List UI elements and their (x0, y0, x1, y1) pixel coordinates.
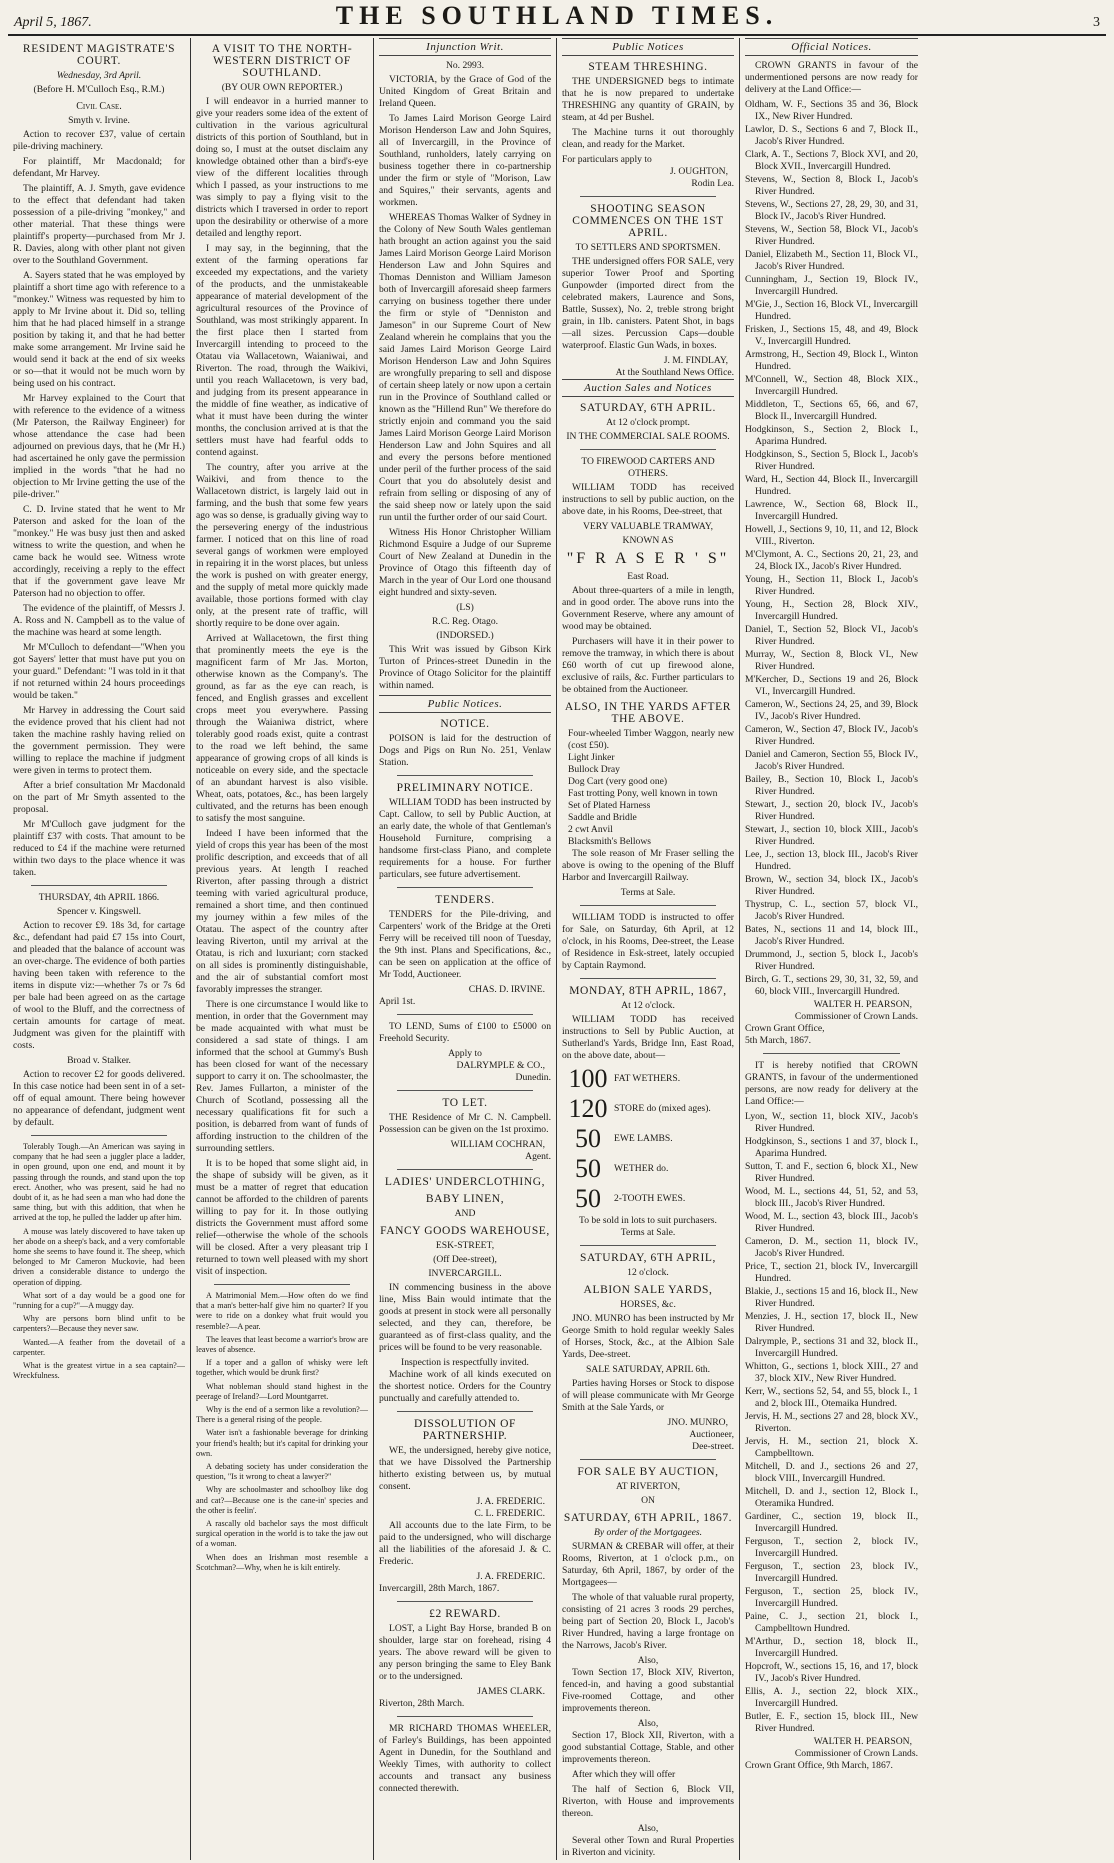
writ-paragraph: This Writ was issued by Gibson Kirk Turton of Princes-street Dunedin in the Province of Otago Solicitor for the plaintiff within named. (379, 644, 551, 691)
sheep-lot-count: 50 (575, 1184, 601, 1213)
sheep-lot-count: 120 (568, 1094, 608, 1123)
grant-entry: M'Connell, W., Section 48, Block XIX., Invercargill Hundred. (745, 374, 918, 397)
grant-entry: M'Clymont, A. C., Sections 20, 21, 23, and 24, Block IX., Jacob's River Hundred. (745, 549, 918, 572)
column-auctions (557, 38, 740, 1860)
grant-entry: Ferguson, T., section 2, block IV., Invercargill Hundred. (745, 1536, 918, 1559)
let-paragraph: THE Residence of Mr C. N. Campbell. Possession can be given on the 1st proximo. (379, 1112, 551, 1135)
visit-paragraph: I may say, in the beginning, that the extent of the farming operations far exceeded my expectations, and the variety of the products, and the unmistakeable appearance of material development of the agricultural resources of the Province of Southland, was most strikingly apparent. In the first place then I started from Invercargill intending to proceed to the Otatau via Wallacetown, Waianiwai, and Riverton. The road, through the Waikivi, until you reach Wallacetown, is very bad, and judging from its present appearance in the middle of fine weather, as indicative of what it must have been during the winter months, the conclusion arrived at is that the settlers must have had fearful odds to contend against. (196, 243, 368, 458)
sheep-lot (562, 1185, 734, 1213)
tramway-name: "F R A S E R ' S" (566, 550, 730, 567)
ladies-heading: BABY LINEN, (425, 1193, 505, 1205)
grant-entry: Frisken, J., Sections 15, 48, and 49, Block V., Invercargill Hundred. (745, 324, 918, 347)
divider (214, 1284, 350, 1285)
visit-paragraph: Arrived at Wallacetown, the first thing that prominently meets the eye is the magnificent farm of Mr Jas. Morton, otherwise known as the Company's. The ground, as far as the eye can reach, is fenced, and English grasses and excellent crops meet you everywhere. Passing through the Waianiwa district, where tolerably good roads exist, quite a contrast to the road we left behind, the same appearance of growing crops of all kinds is noticeable on every side, and the spectacle of an abundant harvest is also visible. Wheat, oats, potatoes, &c., has been largely cultivated, and the returns has been enough to satisfy the most sanguine. (196, 633, 368, 824)
shooting-signature: J. M. FINDLAY, (663, 355, 728, 366)
grant-entry: Whitton, G., sections 1, block XIII., 27 and 37, block XIV., New River Hundred. (745, 1361, 918, 1384)
misc-paragraph: What sort of a day would be a good one for "running for a cup?"—A muggy day. (13, 1290, 185, 1311)
grant-entry: Cameron, D. M., section 11, block IV., Jacob's River Hundred. (745, 1236, 918, 1259)
sheep-lot (562, 1065, 734, 1093)
grant-entry: Ward, H., Section 44, Block II., Invercargill Hundred. (745, 474, 918, 497)
grant-entry: Middleton, T., Sections 65, 66, and 67, Block II., Invercargill Hundred. (745, 399, 918, 422)
ladies-paragraph: IN commencing business in the above line, Miss Bain would intimate that the goods at present in stock were all personally selected, and they can, therefore, be guaranteed as of first-class quality, and the prices will be found to be very reasonable. (379, 1282, 551, 1353)
divider (397, 1716, 533, 1717)
dissolution-heading: DISSOLUTION OF PARTNERSHIP. (413, 1418, 516, 1442)
shooting-subheading: TO SETTLERS AND SPORTSMEN. (575, 242, 721, 253)
grant-entry: Hopcroft, W., sections 15, 16, and 17, block IV., Jacob's River Hundred. (745, 1661, 918, 1684)
divider (580, 449, 716, 450)
grant-entry: Cameron, W., Section 47, Block IV., Jacob's River Hundred. (745, 724, 918, 747)
albion-place: Dee-street. (692, 1441, 734, 1452)
prelim-paragraph: WILLIAM TODD has been instructed by Capt. Callow, to sell by Public Auction, at an early date, the whole of that Gentleman's Household Furniture, comprising a handsome first-class Piano, and complete requirements for a house. For further particulars, see future advertisement. (379, 797, 551, 880)
column-visit (191, 38, 374, 1860)
visit-heading: A VISIT TO THE NORTH-WESTERN DISTRICT OF SOUTHLAND. (211, 43, 353, 79)
grant-entry: Jervis, H. M., section 21, block X. Campbelltown. (745, 1436, 918, 1459)
grant-entry: Stevens, W., Section 8, Block I., Jacob's River Hundred. (745, 174, 918, 197)
saturday-rooms: IN THE COMMERCIAL SALE ROOMS. (566, 431, 730, 442)
column-court (8, 38, 191, 1860)
misc-paragraph: A mouse was lately discovered to have taken up her abode on a sheep's back, and a very comfortable home she seems to have found it. The sheep, which belonged to Mr Cameron Muckovie, had been driven a considerable distance to undergo the operation of dipping. (13, 1226, 185, 1287)
albion-role: Auctioneer, (689, 1429, 734, 1440)
grant-entry: Birch, G. T., sections 29, 30, 31, 32, 59, and 60, block VIII., Invercargill Hundred. (745, 974, 918, 997)
tramway-paragraph: About three-quarters of a mile in length, and in good order. The above runs into the Government Reserve, where any amount of wood may be obtained. (562, 585, 734, 632)
monday-paragraph: WILLIAM TODD has received instructions to Sell by Public Auction, at Sutherland's Yards, Bridge Inn, East Road, on the above date, about— (562, 1014, 734, 1061)
mem-paragraph: When does an Irishman most resemble a Scotchman?—Why, when he is kilt entirely. (196, 1552, 368, 1572)
reward-heading: £2 REWARD. (429, 1608, 501, 1620)
mem-paragraph: A rascally old bachelor says the most difficult surgical operation in the world is to take the jaw out of a woman. (196, 1519, 368, 1549)
grant-entry: Dalrymple, P., sections 31 and 32, block II., Invercargill Hundred. (745, 1336, 918, 1359)
grants-role: Commissioner of Crown Lands. (794, 1011, 918, 1022)
court-heading: RESIDENT MAGISTRATE'S COURT. (22, 43, 176, 67)
sheep-lot (562, 1125, 734, 1153)
grant-entry: Hodgkinson, S., Section 2, Block I., Aparima Hundred. (745, 424, 918, 447)
divider (397, 1014, 533, 1015)
divider (31, 1135, 167, 1136)
yards-item: Fast trotting Pony, well known in town (568, 788, 718, 799)
grant-entry: Lee, J., section 13, block III., Jacob's River Hundred. (745, 849, 918, 872)
dissolution-signature: J. A. FREDERIC. (476, 1571, 545, 1582)
grant-entry: M'Arthur, D., section 18, block II., Invercargill Hundred. (745, 1636, 918, 1659)
grant-entry: Stevens, W., Sections 27, 28, 29, 30, and 31, Block IV., Jacob's River Hundred. (745, 199, 918, 222)
ladies-town: INVERCARGILL. (428, 1268, 502, 1279)
riverton-paragraph: SURMAN & CREBAR will offer, at their Rooms, Riverton, at 1 o'clock p.m., on Saturday, 6th April, 1867, by order of the Mortgagees— (562, 1541, 734, 1588)
ladies-and: AND (454, 1208, 476, 1219)
divider (397, 1601, 533, 1602)
monday-time: At 12 o'clock. (621, 1000, 675, 1011)
thursday-heading: THURSDAY, 4th APRIL 1866. (38, 892, 160, 903)
grant-entry: Hodgkinson, S., Section 5, Block I., Jacob's River Hundred. (745, 449, 918, 472)
grant-entry: Lawlor, D. S., Sections 6 and 7, Block II., Jacob's River Hundred. (745, 124, 918, 147)
grant-entry: Thystrup, C. L., section 57, block VI., Jacob's River Hundred. (745, 899, 918, 922)
tenders-paragraph: TENDERS for the Pile-driving, and Carpenters' work of the Bridge at the Oreti Ferry will be received till noon of Tuesday, the 9th inst. Plans and Specifications, &c., can be seen on application at the office of Mr Todd, Auctioneer. (379, 909, 551, 980)
case2-title: Spencer v. Kingswell. (56, 906, 142, 917)
grants2-intro: IT is hereby notified that CROWN GRANTS, in favour of the undermentioned persons, are now ready for delivery at the Land Office:— (745, 1060, 918, 1107)
saturday2-heading: SATURDAY, 6TH APRIL, (580, 1252, 716, 1264)
case1-paragraph: Mr M'Culloch to defendant—"When you got Sayers' letter that must have put you on your guard." Defendant: "I was told in it that if not returned within 24 hours proceedings would be taken." (13, 642, 185, 701)
mem-paragraph: Why is the end of a sermon like a revolution?—There is a general rising of the people. (196, 1405, 368, 1425)
grant-entry: Cameron, W., Sections 24, 25, and 39, Block IV., Jacob's River Hundred. (745, 699, 918, 722)
grant-entry: Drummond, J., section 5, block I., Jacob's River Hundred. (745, 949, 918, 972)
steam-apply: For particulars apply to (562, 154, 652, 165)
yards-item: Light Jinker (568, 752, 615, 763)
riverton-paragraph: Section 17, Block XII, Riverton, with a good substantial Cottage, Stable, and other improvements thereon. (562, 1730, 734, 1765)
steam-paragraph: THE UNDERSIGNED begs to intimate that he is now prepared to undertake THRESHING any quantity of GRAIN, by steam, at 4d per Bushel. (562, 76, 734, 123)
yards-item: Dog Cart (very good one) (568, 776, 668, 787)
ladies-opposite: (Off Dee-street), (433, 1254, 497, 1265)
case1-paragraph: Mr M'Culloch gave judgment for the plaintiff £37 with costs. That amount to be reduced to £4 if the machine were returned within two days to the place whence it was taken. (13, 819, 185, 878)
writ-seal: (LS) (456, 602, 474, 613)
case3-paragraph: Action to recover £2 for goods delivered. In this case notice had been sent in of a set-off of equal amount. There being however no appearance of defendant, judgment went by default. (13, 1069, 185, 1128)
case1-title: Smyth v. Irvine. (68, 115, 130, 126)
yards-item: Set of Plated Harness (568, 800, 651, 811)
tramway-known: KNOWN AS (622, 535, 674, 546)
lease-paragraph: WILLIAM TODD is instructed to offer for Sale, on Saturday, 6th April, at 12 o'clock, in his Rooms, Dee-street, the Lease of Residence in Esk-street, lately occupied by Captain Raymond. (562, 912, 734, 971)
divider (580, 905, 716, 906)
grant-entry: Menzies, J. H., section 17, block II., New River Hundred. (745, 1311, 918, 1334)
riverton-paragraph: Town Section 17, Block XIV, Riverton, fenced-in, and having a good substantial Five-roomed Cottage, and other improvements thereon. (562, 1667, 734, 1714)
albion-paragraph: Parties having Horses or Stock to dispose of will please communicate with Mr George Smith at the Sale Yards, or (562, 1378, 734, 1413)
mem-paragraph: Why are schoolmaster and schoolboy like dog and cat?—Because one is the cane-in' species and the other is feelin'. (196, 1485, 368, 1515)
divider (397, 1169, 533, 1170)
grant-entry: Paine, C. J., section 21, block I., Campbelltown Hundred. (745, 1611, 918, 1634)
tramway-paragraph: Purchasers will have it in their power to remove the tramway, in which there is about £60 worth of cut up firewood alone, exclusive of rails, &c. Further particulars to be obtained from the Auctioneer. (562, 636, 734, 695)
mem-paragraph: If a toper and a gallon of whisky were left together, which would be drunk first? (196, 1358, 368, 1378)
column-injunction (374, 38, 557, 1860)
grant-entry: Ellis, A. J., section 22, block XIX., Invercargill Hundred. (745, 1686, 918, 1709)
tenders-signature: CHAS. D. IRVINE. (468, 984, 545, 995)
misc-paragraph: Tolerably Tough.—An American was saying in company that he had seen a juggler place a ladder, in open ground, upon one end, and mount it by passing through the rounds, and stand upon the top erect. Another, who was present, said he had no doubt of it, as he had seen a man who had done the same thing, but with this addition, that when he arrived at the top, he pulled the ladder up after him. (13, 1142, 185, 1223)
visit-byline: (BY OUR OWN REPORTER.) (221, 82, 343, 93)
albion-heading: ALBION SALE YARDS, (583, 1284, 713, 1296)
yards-terms: Terms at Sale. (620, 887, 676, 898)
grant-entry: Butler, E. F., section 15, block III., New River Hundred. (745, 1711, 918, 1734)
ladies-street: ESK-STREET, (435, 1240, 495, 1251)
albion-signature: JNO. MUNRO, (667, 1417, 728, 1428)
riverton-on: ON (641, 1495, 655, 1506)
let-role: Agent. (525, 1151, 551, 1162)
riverton-paragraph: After which they will offer (572, 1769, 676, 1780)
grants-date: 5th March, 1867. (745, 1035, 812, 1046)
visit-paragraph: There is one circumstance I would like to mention, in order that the Government may be made acquainted with what must be considered a sad state of things. I am informed that the school at Gummy's Bush has been closed for want of the necessary support to carry it on. The schoolmaster, the Rev. James Fullarton, a minister of the Church of Scotland, possessing all the necessary qualifications fit for such a position, is debarred from want of funds of affording instruction to the children of the surrounding settlers. (196, 999, 368, 1154)
case1-paragraph: C. D. Irvine stated that he went to Mr Paterson and asked for the loan of the "monkey." He was busy just then and asked witness to write the question, and when he came back he would see. Witness wrote accordingly, receiving a reply to the effect that if the government gave leave Mr Paterson had no objection to offer. (13, 504, 185, 599)
divider (580, 1245, 716, 1246)
shooting-heading: SHOOTING SEASON COMMENCES ON THE 1ST APRIL. (572, 203, 724, 239)
visit-paragraph: It is to be hoped that some slight aid, in the shape of subsidy will be given, as it must be a matter of regret that education cannot be afforded to the children of parents willing to pay for it. In those outlying districts the Government must afford some relief—otherwise the whole of the schools will be closed. After a very pleasant trip I returned to town well pleased with my short visit of inspection. (196, 1158, 368, 1277)
lend-place: Dunedin. (515, 1072, 551, 1083)
steam-heading: STEAM THRESHING. (588, 61, 708, 73)
grant-entry: Ferguson, T., section 25, block IV., Invercargill Hundred. (745, 1586, 918, 1609)
case1-paragraph: The evidence of the plaintiff, of Messrs J. A. Ross and N. Campbell as to the value of the machine was heard at some length. (13, 603, 185, 638)
divider (580, 196, 716, 197)
sheep-lot-description: WETHER do. (614, 1163, 669, 1174)
sheep-lot-count: 50 (575, 1154, 601, 1183)
albion-subheading: HORSES, &c. (620, 1299, 676, 1310)
albion-sale: SALE SATURDAY, APRIL 6th. (585, 1364, 711, 1375)
grant-entry: Jervis, H. M., sections 27 and 28, block XV., Riverton. (745, 1411, 918, 1434)
writ-paragraph: Witness His Honor Christopher William Richmond Esquire a Judge of our Supreme Court of New Zealand at Dunedin in the Province of Otago this fifteenth day of March in the year of Our Lord one thousand eight hundred and sixty-seven. (379, 527, 551, 598)
official-notices-heading: Official Notices. (745, 38, 918, 56)
grant-entry: Armstrong, H., Section 49, Block I., Winton Hundred. (745, 349, 918, 372)
let-heading: TO LET. (442, 1097, 488, 1109)
sheep-lot (562, 1155, 734, 1183)
monday-heading: MONDAY, 8TH APRIL, 1867, (569, 985, 727, 997)
grant-entry: Howell, J., Sections 9, 10, 11, and 12, Block VIII., Riverton. (745, 524, 918, 547)
grant-entry: Bates, N., sections 11 and 14, block III., Jacob's River Hundred. (745, 924, 918, 947)
grant-entry: Young, H., Section 28, Block XIV., Invercargill Hundred. (745, 599, 918, 622)
page-number: 3 (1093, 15, 1100, 30)
grant-entry: Stewart, J., section 20, block IV., Jacob's River Hundred. (745, 799, 918, 822)
grant-entry: Stewart, J., section 10, block XIII., Jacob's River Hundred. (745, 824, 918, 847)
grants-office: Crown Grant Office, (745, 1023, 825, 1034)
yards-paragraph: The sole reason of Mr Fraser selling the above is owing to the opening of the Bluff Harbor and Invercargill Railway. (562, 848, 734, 883)
riverton-heading: FOR SALE BY AUCTION, (577, 1466, 719, 1478)
steam-paragraph: The Machine turns it out thoroughly clean, and ready for the Market. (562, 127, 734, 150)
case1-paragraph: Mr Harvey explained to the Court that with reference to the evidence of a witness (Mr Paterson, the Railway Engineer) for whose attendance the case had been adjourned on previous days, that he (Mr H.) had ascertained he only gave the permission implied in the words "that he had no objection to Mr Irvine getting the use of the pile-driver." (13, 393, 185, 500)
reward-signature: JAMES CLARK. (477, 1686, 545, 1697)
divider (397, 775, 533, 776)
grant-entry: Daniel, Elizabeth M., Section 11, Block VI., Jacob's River Hundred. (745, 249, 918, 272)
riverton-paragraph: Several other Town and Rural Properties in Riverton and vicinity. (562, 1835, 734, 1858)
grant-entry: Young, H., Section 11, Block I., Jacob's River Hundred. (745, 574, 918, 597)
shooting-paragraph: THE undersigned offers FOR SALE, very superior Tower Proof and Sporting Gunpowder (imported direct from the celebrated makers, Laurence and Sons, Battle, Sussex), No. 2, treble strong bright grain, in 1lb. canisters. Patent Shot, in bags—all sizes. Percussion Caps—double waterproof. Elastic Gun Wads, in boxes. (562, 256, 734, 351)
ladies-inspect: Inspection is respectfully invited. (401, 1357, 529, 1368)
writ-registrar: R.C. Reg. Otago. (431, 616, 499, 627)
grant-entry: Sutton, T. and F., section 6, block XI., New River Hundred. (745, 1161, 918, 1184)
grant-entry: Mitchell, D. and J., sections 26 and 27, block VIII., Invercargill Hundred. (745, 1461, 918, 1484)
mem-paragraph: A Matrimonial Mem.—How often do we find that a man's better-half give him no quarter? If you were to ride on a donkey what fruit would you resemble?—A pear. (196, 1291, 368, 1331)
riverton-also: Also, (637, 1655, 659, 1666)
public-notices-heading: Public Notices. (379, 695, 551, 713)
mem-paragraph: Water isn't a fashionable beverage for drinking your friend's health; but it's capital for drinking your own. (196, 1428, 368, 1458)
notice-paragraph: POISON is laid for the destruction of Dogs and Pigs on Run No. 251, Venlaw Station. (379, 733, 551, 768)
case1-paragraph: Mr Harvey in addressing the Court said the evidence proved that his client had not taken the machine rashly having relied on the government permission. They were willing to replace the machine if judgment were given in terms to protect them. (13, 705, 185, 776)
case1-paragraph: A. Sayers stated that he was employed by plaintiff a short time ago with reference to a "monkey." Witness was requested by him to apply to Mr Irvine about it. Did so, telling him that he had placed himself in a strange position by taking it, and that he had better make some arrangement. Mr Irvine said he would send it back at the end of six weeks or so—that it would not be much worn by being used on his contract. (13, 270, 185, 389)
sheep-lot-description: 2-TOOTH EWES. (614, 1193, 686, 1204)
divider (580, 1459, 716, 1460)
lots-terms: Terms at Sale. (620, 1227, 676, 1238)
tenders-heading: TENDERS. (435, 894, 495, 906)
sheep-lot-count: 100 (568, 1064, 608, 1093)
grant-entry: Bailey, B., Section 10, Block I., Jacob's River Hundred. (745, 774, 918, 797)
misc-paragraph: Wanted.—A feather from the dovetail of a carpenter. (13, 1337, 185, 1357)
grants2-role: Commissioner of Crown Lands. (794, 1748, 918, 1759)
dissolution-signature: C. L. FREDERIC. (474, 1508, 545, 1519)
case3-title: Broad v. Stalker. (67, 1055, 131, 1066)
mem-paragraph: A debating society has under consideration the question, "Is it wrong to cheat a lawyer?" (196, 1462, 368, 1482)
newspaper-title: THE SOUTHLAND TIMES. (335, 1, 779, 30)
lots-note: To be sold in lots to suit purchasers. (579, 1215, 717, 1226)
injunction-heading: Injunction Writ. (379, 38, 551, 56)
dissolution-date: Invercargill, 28th March, 1867. (379, 1583, 500, 1594)
reward-date: Riverton, 28th March. (379, 1698, 465, 1709)
sheep-lot-description: STORE do (mixed ages). (614, 1103, 711, 1114)
mem-paragraph: What nobleman should stand highest in the peerage of Ireland?—Lord Mountgarret. (196, 1381, 368, 1401)
court-before: (Before H. M'Culloch Esq., R.M.) (33, 84, 165, 95)
steam-signature: J. OUGHTON, (669, 166, 728, 177)
carters-paragraph: WILLIAM TODD has received instructions to sell by public auction, on the above date, in his Rooms, Dee-street, that (562, 482, 734, 517)
prelim-heading: PRELIMINARY NOTICE. (396, 782, 534, 794)
ladies-heading: LADIES' UNDERCLOTHING, (384, 1176, 546, 1188)
sheep-lot (562, 1095, 734, 1123)
case1-paragraph: After a brief consultation Mr Macdonald on the part of Mr Smyth assented to the proposal. (13, 780, 185, 815)
riverton-paragraph: The half of Section 6, Block VII, Riverton, with House and improvements thereon. (562, 1784, 734, 1819)
notice-heading: NOTICE. (440, 718, 490, 730)
ladies-paragraph: Machine work of all kinds executed on the shortest notice. Orders for the Country punctually and carefully attended to. (379, 1369, 551, 1404)
riverton-also: Also, (637, 1718, 659, 1729)
riverton-at: AT RIVERTON, (615, 1481, 681, 1492)
let-signature: WILLIAM COCHRAN, (450, 1139, 545, 1150)
mem-paragraph: The leaves that least become a warrior's brow are leaves of absence. (196, 1334, 368, 1355)
divider (397, 1090, 533, 1091)
ladies-heading: FANCY GOODS WAREHOUSE, (380, 1225, 550, 1237)
lend-apply: Apply to (448, 1048, 482, 1059)
divider (763, 1053, 900, 1054)
grant-entry: Cunningham, J., Section 19, Block IV., Invercargill Hundred. (745, 274, 918, 297)
dissolution-paragraph: WE, the undersigned, hereby give notice, that we have Dissolved the Partnership hitherto existing between us, by mutual consent. (379, 1445, 551, 1492)
grant-entry: Gardiner, C., section 19, block II., Invercargill Hundred. (745, 1511, 918, 1534)
misc-paragraph: Why are persons born blind unfit to be carpenters?—Because they never saw. (13, 1314, 185, 1334)
yards-item: Blacksmith's Bellows (568, 836, 652, 847)
grant-entry: Mitchell, D. and J., section 12, Block I., Oteramika Hundred. (745, 1486, 918, 1509)
sheep-lot-description: FAT WETHERS. (614, 1073, 681, 1084)
writ-number: No. 2993. (445, 60, 485, 71)
grant-entry: Hodgkinson, S., sections 1 and 37, block I., Aparima Hundred. (745, 1136, 918, 1159)
tramway-road: East Road. (627, 571, 669, 582)
sheep-lot-description: EWE LAMBS. (614, 1133, 673, 1144)
saturday2-time: 12 o'clock. (627, 1267, 669, 1278)
grant-entry: Price, T., section 21, block IV., Invercargill Hundred. (745, 1261, 918, 1284)
grant-entry: Daniel and Cameron, Section 55, Block IV., Jacob's River Hundred. (745, 749, 918, 772)
dissolution-paragraph: All accounts due to the late Firm, to be paid to the undersigned, who will discharge all the liabilities of the aforesaid J. & C. Frederic. (379, 1520, 551, 1567)
grant-entry: Lawrence, W., Section 68, Block II., Invercargill Hundred. (745, 499, 918, 522)
tramway-heading: VERY VALUABLE TRAMWAY, (583, 521, 713, 532)
grant-entry: Wood, M. L., sections 44, 51, 52, and 53, block III., Jacob's River Hundred. (745, 1186, 918, 1209)
riverton-also: Also, (637, 1823, 659, 1834)
divider (397, 887, 533, 888)
case1-paragraph: The plaintiff, A. J. Smyth, gave evidence to the effect that defendant had taken possession of a pile-driving "monkey," and other material. That these things were plaintiff's property—purchased from Mr J. R. Davies, along with other plant not given over to the Southland Government. (13, 183, 185, 266)
yards-item: Four-wheeled Timber Waggon, nearly new (cost £50). (568, 728, 734, 751)
case2-paragraph: Action to recover £9. 18s 3d, for cartage &c., defendant had paid £7 15s into Court, and pleaded that the balance of account was an over-charge. The evidence of both parties having been taken with reference to the items in dispute viz:—whether 7s or 7s 6d per bale had been agreed on as the cartage of wool to the Bluff, and the correctness of certain amounts for cartage of meat. Judgment was given for the plaintiff with costs. (13, 920, 185, 1051)
saturday-time: At 12 o'clock prompt. (606, 417, 690, 428)
visit-paragraph: The country, after you arrive at the Waikivi, and from thence to the Wallacetown district, is largely laid out in farming, and the bush that some few years ago was so dense, is gradually giving way to the persevering energy of the industrious farmer. I noticed that on this line of road several gangs of workmen were employed in repairing it in the worst places, but unless the work is pushed on with greater energy, and the supply of metal more quickly made available, those portions formed with clay only, at the present rate of traffic, will shortly require to be done over again. (196, 462, 368, 629)
writ-paragraph: WHEREAS Thomas Walker of Sydney in the Colony of New South Wales gentleman hath brought an action against you the said James Laird Morison George Laird Morison Henderson Law and John Squires and Thomas Denniston and William Jameson both of Invercargill aforesaid sheep farmers carrying on business together there under the firm or style of "Denniston and Jameson" in our Supreme Court of New Zealand wherein he complains that you the said James Laird Morison George Laird Morison Henderson Law and John Squires are wrongfully preparing to sell and dispose of certain sheep lately or now upon a certain run in the Province of Southland called or known as the "Hillend Run" We therefore do strictly enjoin and command you the said James Laird Morison George Laird Morison Henderson Law and John Squires and all and every the persons before mentioned under peril of the further process of the said Court that you do absolutely desist and refrain from selling or disposing of any of the said sheep now or lately upon the said run until the further order of our said Court. (379, 212, 551, 523)
visit-paragraph: I will endeavor in a hurried manner to give your readers some idea of the extent of cultivation in the various agricultural districts of this portion of Southland, but in doing so, I must at the outset disclaim any knowledge obtained other than a bird's-eye view of the different localities through which I passed, as your instructions to me was simply to pay a flying visit to the districts which I traversed in order to report upon the desirability or otherwise of a more detailed and lengthy report. (196, 96, 368, 239)
grant-entry: Blakie, J., sections 15 and 16, block II., New River Hundred. (745, 1286, 918, 1309)
grants2-list (745, 1111, 918, 1735)
grant-entry: Wood, M. L., section 43, block III., Jacob's River Hundred. (745, 1211, 918, 1234)
wheeler-paragraph: MR RICHARD THOMAS WHEELER, of Farley's Buildings, has been appointed Agent in Dunedin, for the Southland and Weekly Times, with authority to collect accounts and transact any business connected therewith. (379, 1723, 551, 1794)
reward-paragraph: LOST, a Light Bay Horse, branded B on shoulder, large star on forehead, rising 4 years. The above reward will be given to any person bringing the same to Eley Bank or to the undersigned. (379, 1623, 551, 1682)
grant-entry: Brown, W., section 34, block IX., Jacob's River Hundred. (745, 874, 918, 897)
grants-list (745, 99, 918, 998)
grants2-signature: WALTER H. PEARSON, (813, 1736, 912, 1747)
riverton-date: SATURDAY, 6TH APRIL, 1867. (563, 1512, 733, 1524)
grant-entry: M'Kercher, D., Sections 19 and 26, Block VI., Invercargill Hundred. (745, 674, 918, 697)
lend-signature: DALRYMPLE & CO., (456, 1060, 545, 1071)
writ-paragraph: VICTORIA, by the Grace of God of the United Kingdom of Great Britain and Ireland Queen. (379, 74, 551, 109)
columns (8, 38, 1106, 1860)
yards-heading: ALSO, IN THE YARDS AFTER THE ABOVE. (564, 701, 732, 725)
grant-entry: Clark, A. T., Sections 7, Block XVI, and 20, Block XVII., Invercargill Hundred. (745, 149, 918, 172)
grant-entry: Murray, W., Section 8, Block VI., New River Hundred. (745, 649, 918, 672)
auction-heading: Auction Sales and Notices (562, 379, 734, 397)
grant-entry: Oldham, W. F., Sections 35 and 36, Block IX., New River Hundred. (745, 99, 918, 122)
misc-paragraph: What is the greatest virtue in a sea captain?—Wreckfulness. (13, 1361, 185, 1381)
grants-intro: CROWN GRANTS in favour of the undermentioned persons are now ready for delivery at the Land Office:— (745, 60, 918, 95)
writ-paragraph: To James Laird Morison George Laird Morison Henderson Law and John Squires, all of Invercargill, in the Province of Southland, runholders, lately carrying on business together there in co-partnership under the firm or style of "Morison, Law and Squires," their servants, agents and workmen. (379, 113, 551, 208)
saturday-heading: SATURDAY, 6TH APRIL. (580, 402, 716, 414)
carters-heading: TO FIREWOOD CARTERS AND OTHERS. (581, 456, 715, 479)
lend-paragraph: TO LEND, Sums of £100 to £5000 on Freehold Security. (379, 1021, 551, 1044)
divider (397, 1411, 533, 1412)
visit-paragraph: Indeed I have been informed that the yield of crops this year has been of the most prolific description, and exceeds that of all previous years. At length I reached Riverton, after passing through a district teeming with varied agricultural produce, remained a short time, and then continued my journey within a few miles of the Otatau. The aspect of the country after leaving Riverton, until my arrival at the Otatau, is rich and luxuriant; corn stacked on all sides is prominently distinguishable, and the air of substantial comfort most favorably impresses the stranger. (196, 828, 368, 995)
grant-entry: Stevens, W., Section 58, Block VI., Jacob's River Hundred. (745, 224, 918, 247)
public-notices-heading: Public Notices (562, 38, 734, 56)
grant-entry: Ferguson, T., section 23, block IV., Invercargill Hundred. (745, 1561, 918, 1584)
grant-entry: Lyon, W., section 11, block XIV., Jacob's River Hundred. (745, 1111, 918, 1134)
yards-item: Saddle and Bridle (568, 812, 637, 823)
column-official (740, 38, 923, 1860)
case1-paragraph: For plaintiff, Mr Macdonald; for defendant, Mr Harvey. (13, 156, 185, 179)
shooting-place: At the Southland News Office. (615, 367, 734, 378)
yards-list (562, 728, 734, 848)
grant-entry: M'Gie, J., Section 16, Block VI., Invercargill Hundred. (745, 299, 918, 322)
grants2-office: Crown Grant Office, 9th March, 1867. (745, 1760, 893, 1771)
yards-item: 2 cwt Anvil (568, 824, 613, 835)
grant-entry: Daniel, T., Section 52, Block VI., Jacob's River Hundred. (745, 624, 918, 647)
masthead (8, 1, 1106, 36)
court-date: Wednesday, 3rd April. (56, 70, 142, 81)
sheep-lot-count: 50 (575, 1124, 601, 1153)
albion-paragraph: JNO. MUNRO has been instructed by Mr George Smith to hold regular weekly Sales of Horses, Stock, &c., at the Albion Sale Yards, Dee-street. (562, 1313, 734, 1360)
dissolution-signature: J. A. FREDERIC. (476, 1496, 545, 1507)
grant-entry: Kerr, W., sections 52, 54, and 55, block I., 1 and 2, block III., Otemaika Hundred. (745, 1386, 918, 1409)
tenders-date: April 1st. (379, 996, 416, 1007)
riverton-order: By order of the Mortgagees. (593, 1527, 703, 1538)
writ-endorsed: (INDORSED.) (436, 630, 494, 641)
yards-item: Bullock Dray (568, 764, 620, 775)
grants-signature: WALTER H. PEARSON, (813, 999, 912, 1010)
court-case-type: Civil Case. (76, 101, 122, 112)
divider (580, 978, 716, 979)
issue-date: April 5, 1867. (14, 15, 92, 30)
steam-place: Rodin Lea. (691, 178, 734, 189)
divider (31, 885, 167, 886)
riverton-paragraph: The whole of that valuable rural property, consisting of 21 acres 3 roods 29 perches, being part of Section 20, Block I., Jacob's River Hundred, having a large frontage on the Narrows, Jacob's River. (562, 1592, 734, 1651)
lots-list (562, 1065, 734, 1213)
case1-paragraph: Action to recover £37, value of certain pile-driving machinery. (13, 129, 185, 152)
